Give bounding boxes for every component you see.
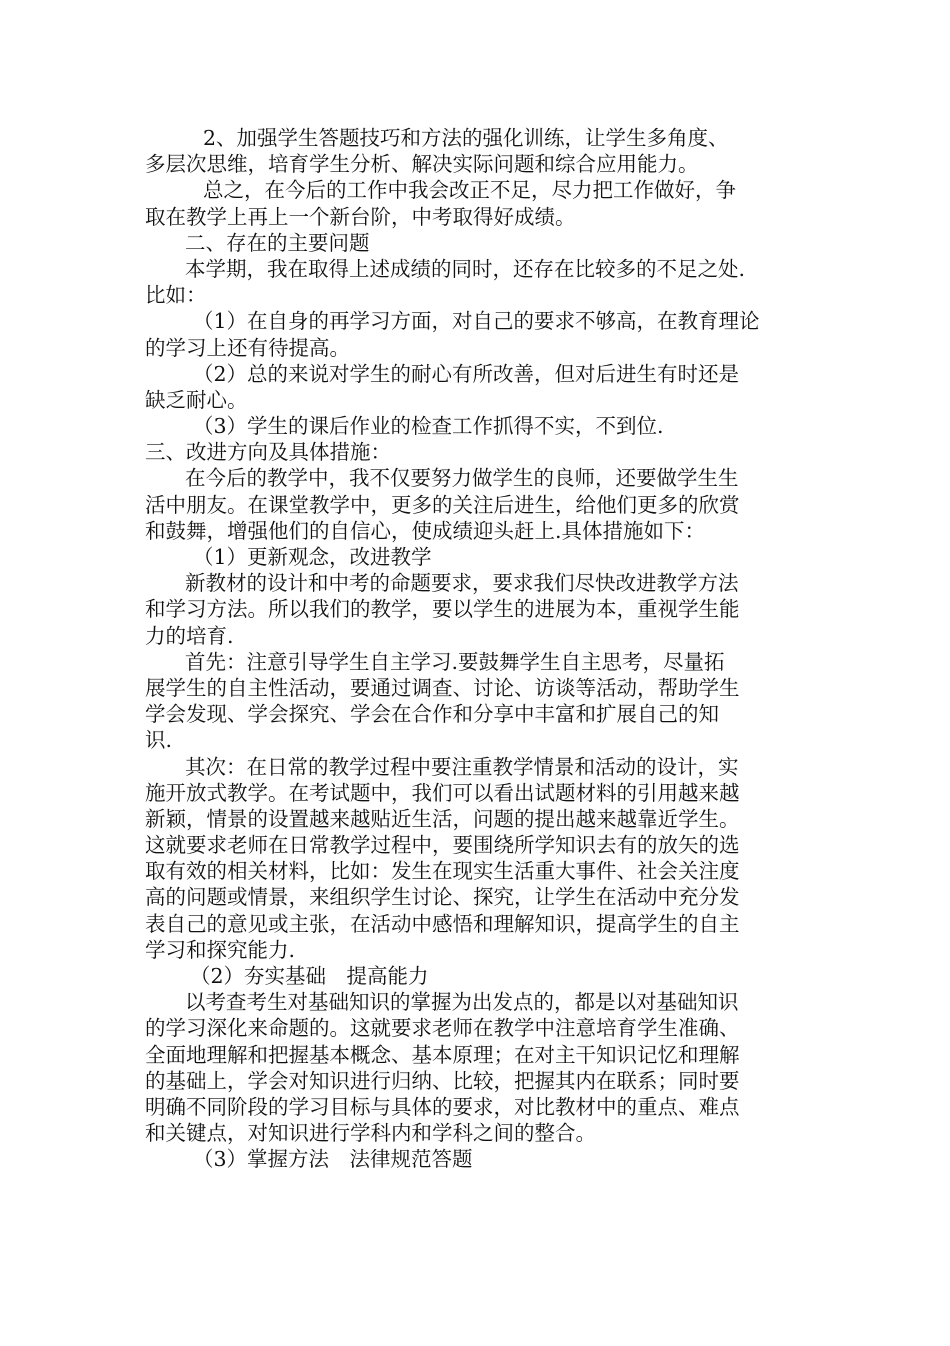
text-line: 新颖，情景的设置越来越贴近生活，问题的提出越来越靠近学生。 — [145, 806, 740, 831]
text-line: 高的问题或情景，来组织学生讨论、探究，让学生在活动中充分发 — [145, 885, 740, 910]
text-line: （2）总的来说对学生的耐心有所改善，但对后进生有时还是 — [193, 361, 740, 386]
text-line: 本学期，我在取得上述成绩的同时，还存在比较多的不足之处. — [185, 256, 746, 281]
text-line: 这就要求老师在日常教学过程中，要围绕所学知识去有的放矢的选 — [145, 833, 740, 858]
subsection-heading: （1）更新观念，改进教学 — [193, 545, 432, 569]
text-line: 总之，在今后的工作中我会改正不足，尽力把工作做好，争 — [203, 178, 736, 203]
text-line: 比如： — [145, 283, 207, 308]
text-line: 力的培育. — [145, 623, 234, 648]
text-line: 明确不同阶段的学习目标与具体的要求，对比教材中的重点、难点 — [145, 1094, 740, 1119]
text-line: 全面地理解和把握基本概念、基本原理；在对主干知识记忆和理解 — [145, 1042, 740, 1067]
text-line: 取在教学上再上一个新台阶，中考取得好成绩。 — [145, 204, 576, 229]
text-line: 和关键点，对知识进行学科内和学科之间的整合。 — [145, 1121, 596, 1146]
text-line: 的基础上，学会对知识进行归纳、比较，把握其内在联系；同时要 — [145, 1068, 740, 1093]
text-line: 学习和探究能力. — [145, 937, 296, 962]
text-line: 以考查考生对基础知识的掌握为出发点的，都是以对基础知识 — [185, 990, 739, 1015]
text-line: 的学习深化来命题的。这就要求老师在教学中注意培育学生准确、 — [145, 1016, 740, 1041]
text-line: 活中朋友。在课堂教学中，更多的关注后进生，给他们更多的欣赏 — [145, 492, 740, 517]
text-line: 学会发现、学会探究、学会在合作和分享中丰富和扩展自己的知 — [145, 702, 719, 727]
text-line: 识. — [145, 728, 173, 753]
text-line: 施开放式教学。在考试题中，我们可以看出试题材料的引用越来越 — [145, 780, 740, 805]
text-line: （1）在自身的再学习方面，对自己的要求不够高，在教育理论 — [193, 309, 760, 334]
text-line: 表自己的意见或主张，在活动中感悟和理解知识，提高学生的自主 — [145, 911, 740, 936]
text-line: 和鼓舞，增强他们的自信心，使成绩迎头赶上.具体措施如下： — [145, 518, 706, 543]
section-heading: 二、存在的主要问题 — [185, 230, 370, 255]
subsection-heading: （2）夯实基础 提高能力 — [190, 964, 429, 988]
text-line: 展学生的自主性活动，要通过调查、讨论、访谈等活动，帮助学生 — [145, 675, 740, 700]
section-heading: 三、改进方向及具体措施： — [145, 440, 391, 465]
text-line: （3）学生的课后作业的检查工作抓得不实，不到位. — [193, 414, 664, 439]
text-line: 新教材的设计和中考的命题要求，要求我们尽快改进教学方法 — [185, 571, 739, 596]
text-line: 2、加强学生答题技巧和方法的强化训练，让学生多角度、 — [203, 126, 729, 150]
text-line: 和学习方法。所以我们的教学，要以学生的进展为本，重视学生能 — [145, 597, 740, 622]
text-line: 其次：在日常的教学过程中要注重教学情景和活动的设计，实 — [185, 754, 739, 779]
subsection-heading: （3）掌握方法 法律规范答题 — [193, 1147, 473, 1172]
text-line: 的学习上还有待提高。 — [145, 335, 350, 360]
text-line: 首先：注意引导学生自主学习.要鼓舞学生自主思考，尽量拓 — [185, 649, 725, 674]
text-line: 在今后的教学中，我不仅要努力做学生的良师，还要做学生生 — [185, 466, 739, 491]
document-body — [145, 125, 805, 1173]
text-line: 取有效的相关材料，比如：发生在现实生活重大事件、社会关注度 — [145, 859, 740, 884]
text-line: 缺乏耐心。 — [145, 387, 248, 412]
text-line: 多层次思维，培育学生分析、解决实际问题和综合应用能力。 — [145, 152, 699, 177]
